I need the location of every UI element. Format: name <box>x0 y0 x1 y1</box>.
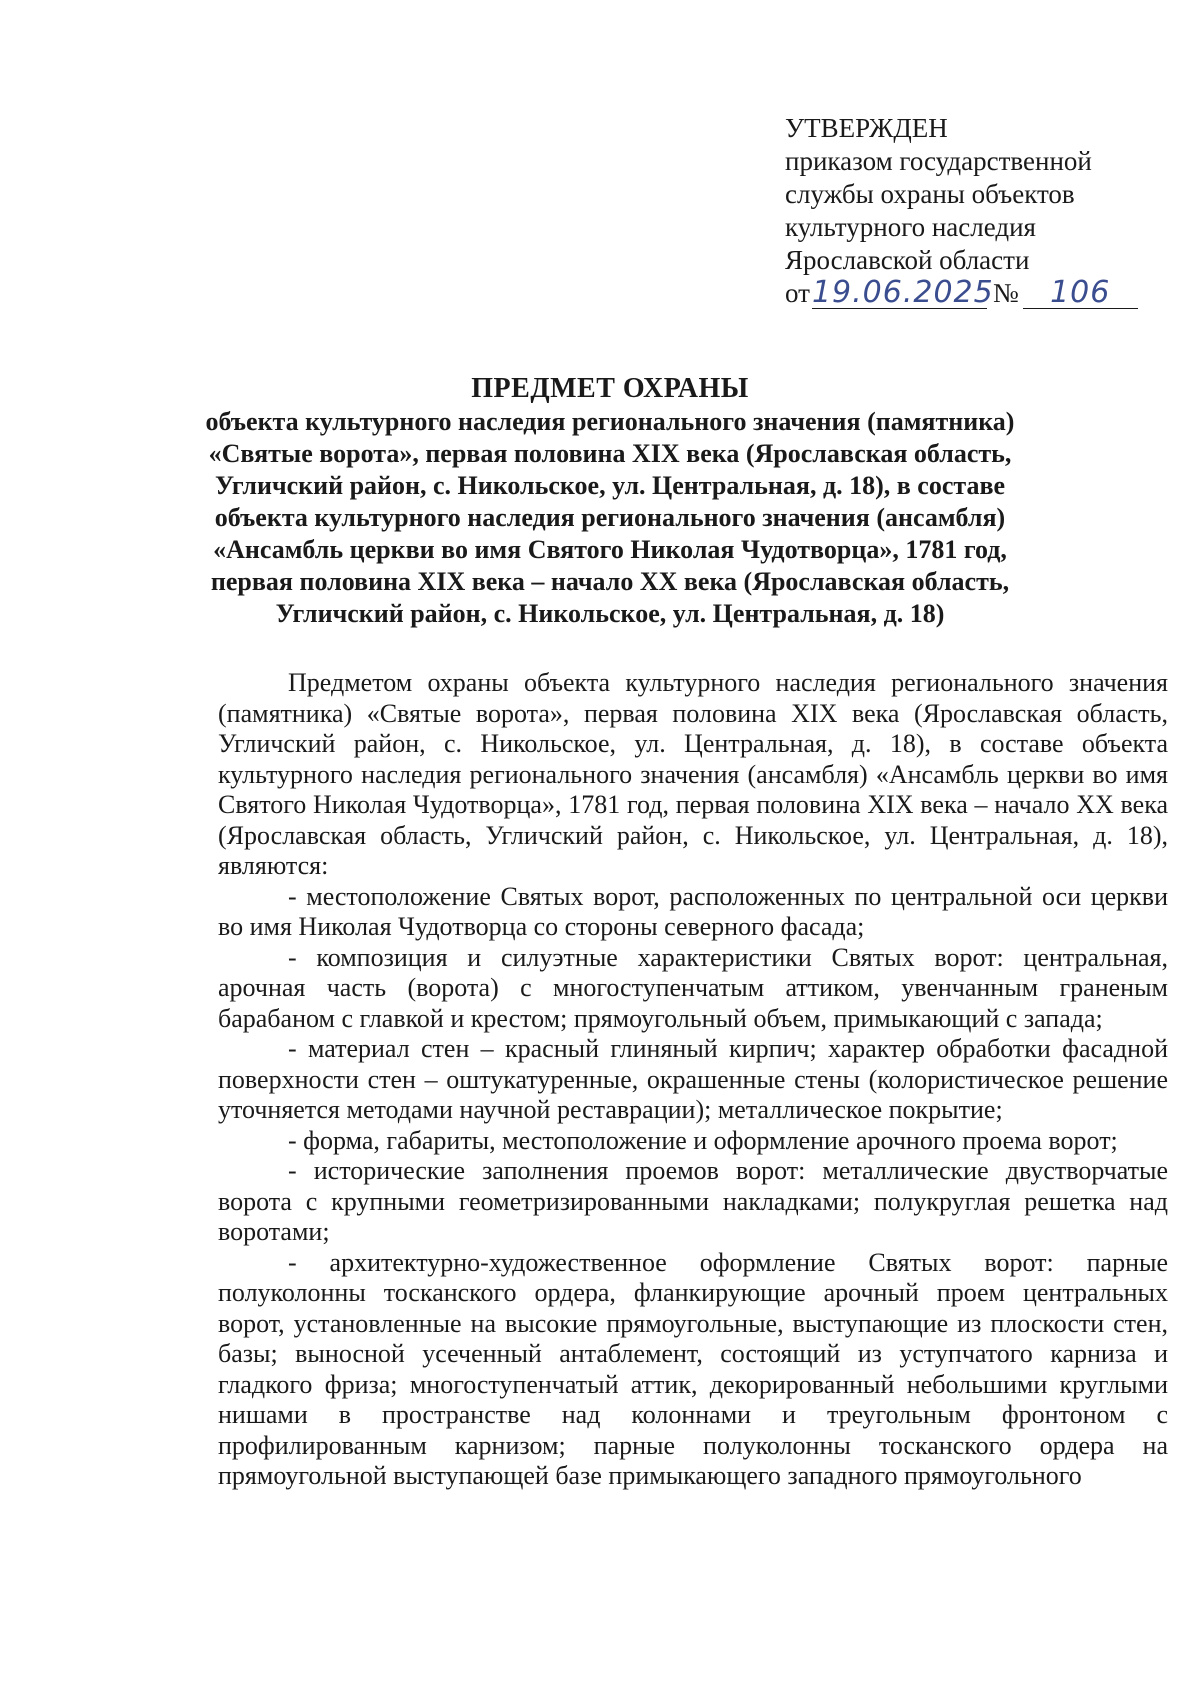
approval-line-5: Ярославской области <box>785 245 1030 275</box>
intro-paragraph: Предметом охраны объекта культурного наследия регионального значения (памятника) «Святые ворота», первая половина XIX века (Ярославская область, Угличский район, с. Никольское, ул. Центральная, д. 18), в составе объекта культурного наследия регионального значения (ансамбля) «Ансамбль церкви во имя Святого Николая Чудотворца», 1781 год, первая половина XIX века – начало XX века (Ярославская область, Угличский район, с. Никольское, ул. Центральная, д. 18), являются: <box>218 668 1168 880</box>
document-title: ПРЕДМЕТ ОХРАНЫ <box>471 373 749 404</box>
document-subtitle-line-5: «Ансамбль церкви во имя Святого Николая Чудотворца», 1781 год, <box>213 535 1007 564</box>
document-subtitle-line-7: Угличский район, с. Никольское, ул. Центральная, д. 18) <box>275 599 945 628</box>
list-item: - местоположение Святых ворот, расположенных по центральной оси церкви во имя Николая Чудотворца со стороны северного фасада; <box>218 881 1168 941</box>
list-item: - архитектурно-художественное оформление Святых ворот: парные полуколонны тосканского ордера, фланкирующие арочный проем центральных ворот, установленные на высокие прямоугольные, выступающие из плоскости стен, базы; выносной усеченный антаблемент, состоящий из уступчатого карниза и гладкого фриза; многоступенчатый аттик, декорированный небольшими круглыми нишами в пространстве над колоннами и треугольным фронтоном с профилированным карнизом; парные полуколонны тосканского ордера на прямоугольной выступающей базе примыкающего западного прямоугольного <box>218 1247 1168 1490</box>
document-subtitle-line-2: «Святые ворота», первая половина XIX века (Ярославская область, <box>208 439 1012 468</box>
date-prefix: от <box>785 278 810 308</box>
approval-line-3: службы охраны объектов <box>785 179 1075 209</box>
document-subtitle-line-3: Угличский район, с. Никольское, ул. Центральная, д. 18), в составе <box>214 471 1006 500</box>
approval-line-4: культурного наследия <box>785 212 1036 242</box>
document-subtitle-line-4: объекта культурного наследия регионального значения (ансамбля) <box>214 503 1006 532</box>
title-block <box>190 372 1030 630</box>
handwritten-date: 19.06.2025 <box>811 275 994 310</box>
body-text <box>218 668 1168 1492</box>
handwritten-number: 106 <box>1050 275 1111 310</box>
document-subtitle-line-6: первая половина XIX века – начало XX века (Ярославская область, <box>210 567 1010 596</box>
date-blank <box>811 275 994 310</box>
list-item: - композиция и силуэтные характеристики Святых ворот: центральная, арочная часть (ворота) с многоступенчатым аттиком, увенчанным граненым барабаном с главкой и крестом; прямоугольный объем, примыкающий с запада; <box>218 942 1168 1033</box>
list-item: - исторические заполнения проемов ворот: металлические двустворчатые ворота с крупными геометризированными накладками; полукруглая решетка над воротами; <box>218 1156 1168 1246</box>
number-blank <box>1023 275 1138 310</box>
list-item: - форма, габариты, местоположение и оформление арочного проема ворот; <box>288 1125 1118 1155</box>
approval-date-line <box>785 277 1145 310</box>
approval-line-2: приказом государственной <box>785 146 1092 176</box>
document-subtitle-line-1: объекта культурного наследия регионального значения (памятника) <box>205 407 1015 436</box>
number-prefix: № <box>992 278 1019 308</box>
approval-line-1: УТВЕРЖДЕН <box>785 113 948 143</box>
list-item: - материал стен – красный глиняный кирпич; характер обработки фасадной поверхности стен – оштукатуренные, окрашенные стены (колористическое решение уточняется методами научной реставрации); металлическое покрытие; <box>218 1034 1168 1124</box>
approval-stamp <box>785 112 1145 310</box>
